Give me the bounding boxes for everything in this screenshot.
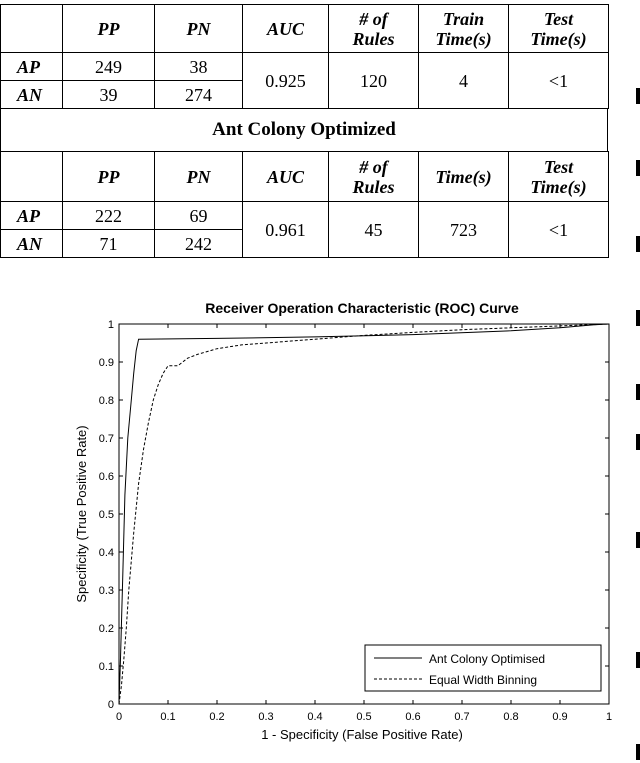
x-tick-label: 0.3 — [258, 711, 274, 723]
x-tick-label: 0 — [115, 711, 123, 723]
roc-chart — [0, 280, 640, 763]
cell-time: 723 — [419, 202, 509, 258]
cell-rules: 120 — [329, 53, 419, 109]
page-edge-mark — [636, 88, 640, 104]
header-pp: PP — [63, 5, 155, 53]
cell-pn: 69 — [155, 202, 243, 230]
row-label-ap: AP — [1, 202, 63, 230]
header-auc: AUC — [243, 152, 329, 202]
y-tick-label: 0.7 — [98, 433, 114, 445]
table-corner-cell — [1, 152, 63, 202]
y-tick-label: 0.1 — [98, 661, 114, 673]
x-tick-label: 0.7 — [454, 711, 470, 723]
results-table-bottom — [0, 151, 609, 258]
table-row — [1, 202, 609, 230]
cell-pp: 222 — [63, 202, 155, 230]
row-label-an: AN — [1, 81, 63, 109]
y-tick-label: 1 — [107, 319, 114, 331]
y-tick-label: 0.3 — [98, 585, 114, 597]
legend-label-equal-width: Equal Width Binning — [429, 673, 538, 687]
cell-pp: 249 — [63, 53, 155, 81]
header-test-time: Test Time(s) — [509, 5, 609, 53]
row-label-ap: AP — [1, 53, 63, 81]
legend-label-ant-colony: Ant Colony Optimised — [429, 652, 546, 666]
cell-rules: 45 — [329, 202, 419, 258]
header-pn: PN — [155, 5, 243, 53]
x-tick-label: 1 — [605, 711, 613, 723]
section-title: Ant Colony Optimized — [0, 108, 608, 151]
x-tick-label: 0.5 — [356, 711, 372, 723]
cell-pp: 39 — [63, 81, 155, 109]
x-tick-label: 0.9 — [552, 711, 568, 723]
header-auc: AUC — [243, 5, 329, 53]
results-table-top — [0, 4, 609, 109]
y-tick-label: 0 — [107, 699, 114, 711]
header-train-time: Train Time(s) — [419, 5, 509, 53]
x-tick-label: 0.4 — [307, 711, 323, 723]
cell-auc: 0.961 — [243, 202, 329, 258]
header-rules: # of Rules — [329, 152, 419, 202]
header-test-time: Test Time(s) — [509, 152, 609, 202]
y-tick-label: 0.9 — [98, 357, 114, 369]
page-edge-mark — [636, 236, 640, 252]
y-tick-label: 0.2 — [98, 623, 114, 635]
table-row — [1, 53, 609, 81]
header-rules: # of Rules — [329, 5, 419, 53]
cell-auc: 0.925 — [243, 53, 329, 109]
cell-pn: 38 — [155, 53, 243, 81]
page-edge-mark — [636, 160, 640, 176]
table-header-row — [1, 5, 609, 53]
cell-test-time: <1 — [509, 202, 609, 258]
header-pp: PP — [63, 152, 155, 202]
row-label-an: AN — [1, 230, 63, 258]
cell-pp: 71 — [63, 230, 155, 258]
header-time: Time(s) — [419, 152, 509, 202]
table-corner-cell — [1, 5, 63, 53]
y-tick-label: 0.5 — [98, 509, 114, 521]
x-tick-label: 0.8 — [503, 711, 519, 723]
x-tick-label: 0.2 — [209, 711, 225, 723]
y-axis-label: Specificity (True Positive Rate) — [74, 425, 89, 603]
y-tick-label: 0.4 — [98, 547, 114, 559]
y-tick-label: 0.6 — [98, 471, 114, 483]
cell-test-time: <1 — [509, 53, 609, 109]
cell-pn: 242 — [155, 230, 243, 258]
chart-legend — [365, 645, 601, 691]
x-tick-label: 0.6 — [405, 711, 421, 723]
x-axis-label: 1 - Specificity (False Positive Rate) — [261, 727, 463, 742]
x-tick-label: 0.1 — [160, 711, 176, 723]
header-pn: PN — [155, 152, 243, 202]
y-tick-label: 0.8 — [98, 395, 114, 407]
cell-pn: 274 — [155, 81, 243, 109]
table-header-row — [1, 152, 609, 202]
chart-title: Receiver Operation Characteristic (ROC) Curve — [205, 300, 519, 316]
cell-train-time: 4 — [419, 53, 509, 109]
